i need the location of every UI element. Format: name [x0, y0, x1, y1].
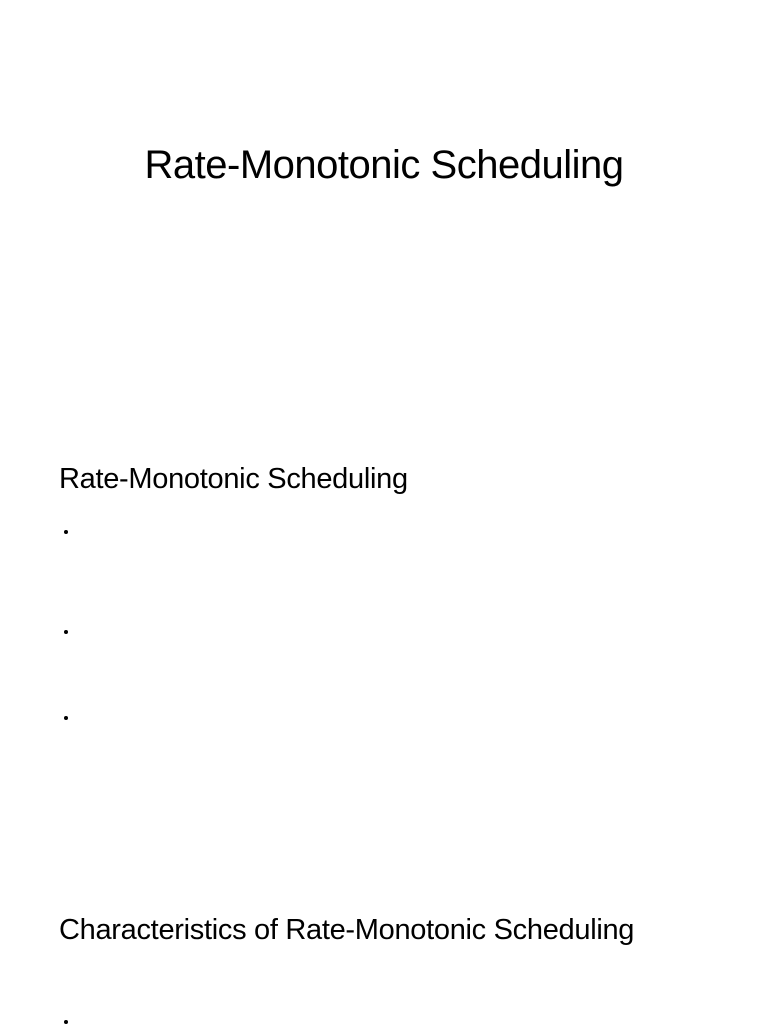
page-title: Rate-Monotonic Scheduling	[144, 142, 624, 187]
bullet-point	[64, 630, 68, 634]
bullet-point	[64, 1020, 68, 1024]
section-heading-characteristics: Characteristics of Rate-Monotonic Scheduling	[59, 914, 635, 946]
bullet-point	[64, 716, 68, 720]
section-heading-rate-monotonic: Rate-Monotonic Scheduling	[59, 463, 408, 495]
bullet-point	[64, 530, 68, 534]
